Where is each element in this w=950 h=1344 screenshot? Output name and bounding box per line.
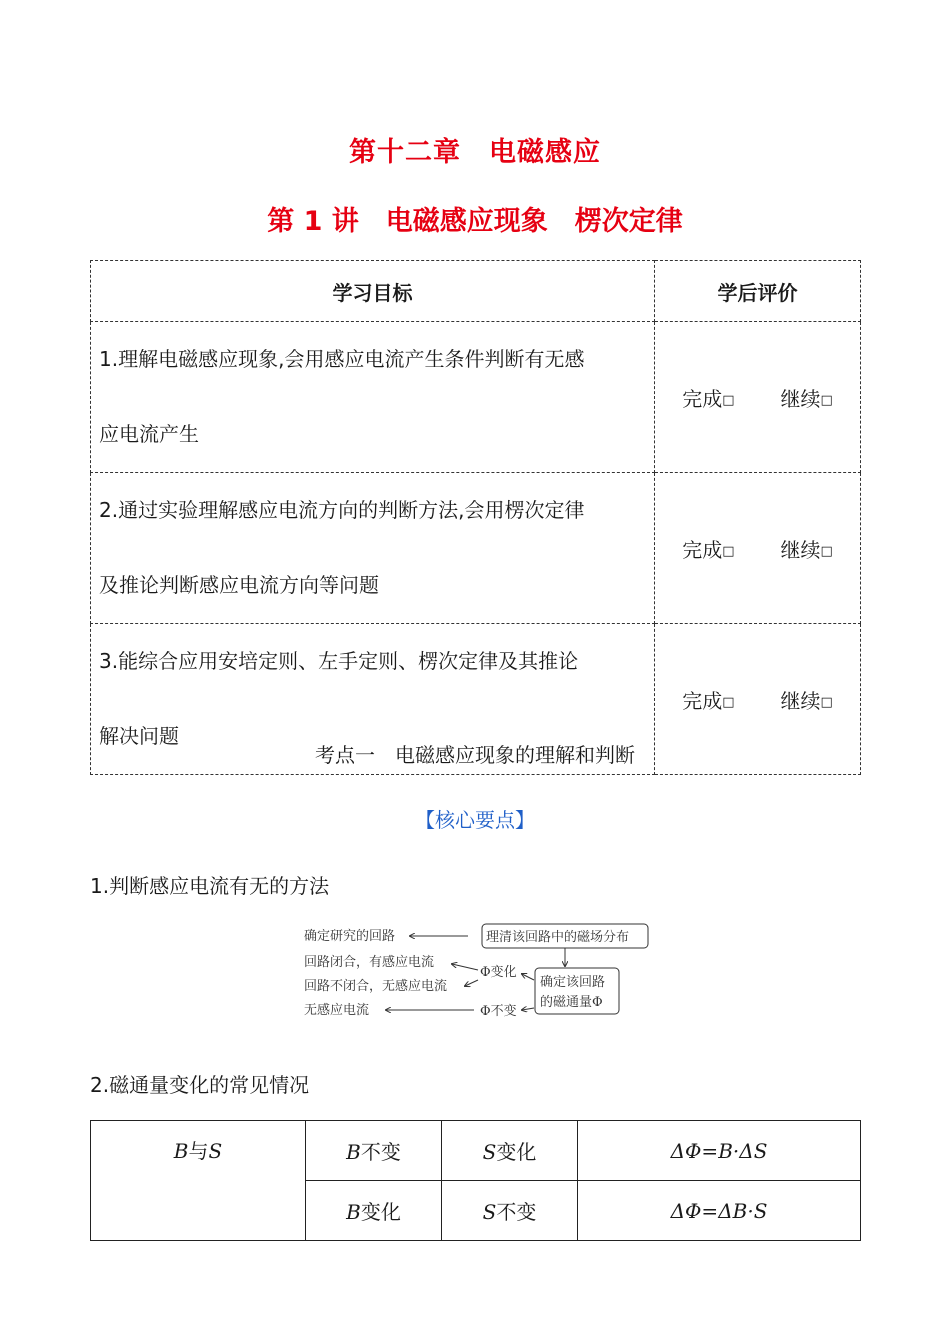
b-state: 变化 [360, 1200, 401, 1224]
s-state-cell [442, 1181, 578, 1241]
section-1-heading: 1.判断感应电流有无的方法 [90, 874, 330, 898]
done-checkbox[interactable]: □ [722, 694, 735, 710]
s-state: 不变 [496, 1200, 537, 1224]
b-state: 不变 [360, 1140, 401, 1164]
point-heading: 考点一 电磁感应现象的理解和判断 [315, 743, 635, 767]
done-checkbox[interactable]: □ [722, 543, 735, 559]
flow-arrow [452, 964, 478, 970]
s-state-cell [442, 1121, 578, 1181]
flow-step-determine-circuit: 确定研究的回路 [304, 929, 396, 944]
table-row [91, 473, 861, 624]
s-symbol: S [482, 1200, 497, 1224]
goal-line: 3.能综合应用安培定则、左手定则、楞次定律及其推论 [99, 649, 579, 673]
continue-checkbox[interactable]: □ [820, 392, 833, 408]
goal-line: 及推论判断感应电流方向等问题 [99, 573, 379, 597]
flux-formula: ΔΦ=ΔB·S [578, 1181, 861, 1241]
flow-closed-induced: 回路闭合，有感应电流 [304, 955, 435, 970]
flow-flux-unchanged: Φ不变 [480, 1004, 517, 1019]
flux-change-table [90, 1120, 861, 1241]
goal-text [91, 322, 655, 473]
section-2-heading: 2.磁通量变化的常见情况 [90, 1073, 310, 1097]
flow-box-flux-line1: 确定该回路 [540, 975, 606, 990]
lesson-title: 第 1 讲 电磁感应现象 楞次定律 [267, 206, 683, 237]
b-and-s-header [91, 1121, 306, 1241]
learning-goals-table [90, 260, 861, 775]
s-state: 变化 [496, 1140, 537, 1164]
induced-current-flow-diagram [300, 918, 660, 1028]
continue-checkbox[interactable]: □ [820, 694, 833, 710]
continue-label: 继续 [780, 688, 821, 713]
flow-open-not-induced: 回路不闭合，无感应电流 [304, 979, 448, 994]
s-symbol: S [208, 1139, 223, 1163]
b-symbol: B [346, 1140, 361, 1164]
done-label: 完成 [682, 537, 723, 562]
goal-line: 2.通过实验理解感应电流方向的判断方法,会用楞次定律 [99, 498, 585, 522]
continue-label: 继续 [780, 537, 821, 562]
continue-label: 继续 [780, 386, 821, 411]
done-label: 完成 [682, 688, 723, 713]
goals-table-header [91, 261, 861, 322]
goal-line: 应电流产生 [99, 422, 199, 446]
flux-formula: ΔΦ=B·ΔS [578, 1121, 861, 1181]
flow-step-field-distribution: 理清该回路中的磁场分布 [486, 930, 630, 945]
goal-evaluation [655, 473, 861, 624]
flow-no-induced: 无感应电流 [304, 1003, 370, 1018]
goal-line: 解决问题 [99, 724, 179, 748]
b-symbol: B [346, 1200, 361, 1224]
goals-header-objectives: 学习目标 [91, 261, 655, 322]
goal-evaluation [655, 322, 861, 473]
chapter-title: 第十二章 电磁感应 [349, 137, 601, 168]
s-symbol: S [482, 1140, 497, 1164]
goal-text [91, 473, 655, 624]
b-state-cell [306, 1181, 442, 1241]
flow-arrow [522, 974, 534, 980]
core-points-heading: 【核心要点】 [415, 808, 535, 832]
continue-checkbox[interactable]: □ [820, 543, 833, 559]
flow-arrow [465, 980, 478, 986]
table-row [91, 1121, 861, 1181]
b-symbol: B [173, 1139, 189, 1163]
flow-box-flux-line2: 的磁通量Φ [540, 995, 603, 1010]
done-label: 完成 [682, 386, 723, 411]
and-label: 与 [188, 1139, 209, 1163]
table-row [91, 322, 861, 473]
goals-header-evaluation: 学后评价 [655, 261, 861, 322]
goal-line: 1.理解电磁感应现象,会用感应电流产生条件判断有无感 [99, 347, 585, 371]
flow-flux-changes: Φ变化 [480, 965, 517, 980]
done-checkbox[interactable]: □ [722, 392, 735, 408]
flow-arrow [522, 1008, 534, 1010]
b-state-cell [306, 1121, 442, 1181]
